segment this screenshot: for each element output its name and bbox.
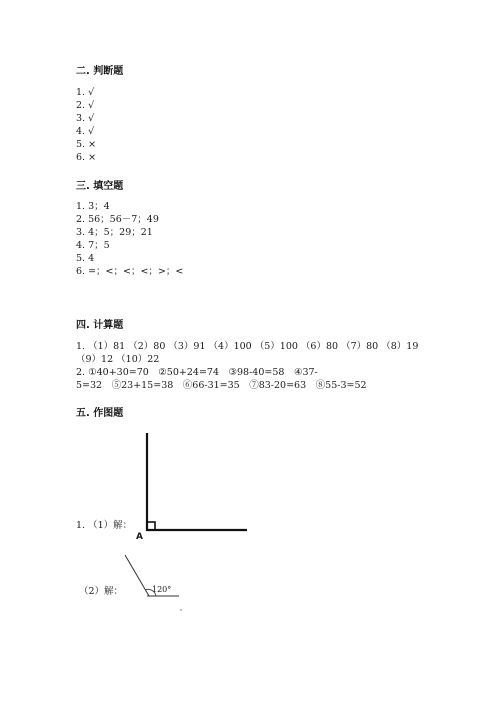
list-item: 4. √ (76, 126, 95, 137)
list-item: 3. 4；5；29；21 (76, 227, 153, 238)
list-item: 3. √ (76, 113, 95, 124)
list-item: 6. =；<；<；<；>；< (76, 266, 184, 277)
list-item: 5. 4 (76, 253, 95, 264)
list-item: 4. 7；5 (76, 240, 110, 251)
q1-answer-label: 1. （1）解： (76, 520, 133, 531)
vertex-label-a: A (136, 532, 143, 542)
calc-line: 2. ①40+30=70 ②50+24=74 ③98-40=58 ④37- (76, 367, 318, 378)
calc-line: 5=32 ⑤23+15=38 ⑥66-31=35 ⑦83-20=63 ⑧55-3=52 (76, 380, 367, 391)
calc-line: （9）12 （10）22 (76, 354, 160, 365)
list-item: 2. √ (76, 100, 95, 111)
angle-label-120: 120° (152, 585, 172, 594)
list-item: 2. 56；56－7；49 (76, 214, 159, 225)
section-heading-draw: 五. 作图题 (76, 408, 124, 419)
section-heading-calc: 四. 计算题 (76, 320, 124, 331)
list-item: 6. × (76, 152, 97, 163)
list-item: 1. 3；4 (76, 201, 110, 212)
list-item: 5. × (76, 139, 97, 150)
section-heading-fill: 三. 填空题 (76, 181, 124, 192)
section-heading-judge: 二. 判断题 (76, 66, 124, 77)
list-item: 1. √ (76, 87, 95, 98)
stray-dot (180, 609, 181, 610)
calc-line: 1. （1）81 （2）80 （3）91 （4）100 （5）100 （6）80 （7）80 （8）19 (76, 341, 419, 352)
right-angle-marker (147, 522, 155, 530)
q2-answer-label: （2）解： (79, 586, 124, 597)
